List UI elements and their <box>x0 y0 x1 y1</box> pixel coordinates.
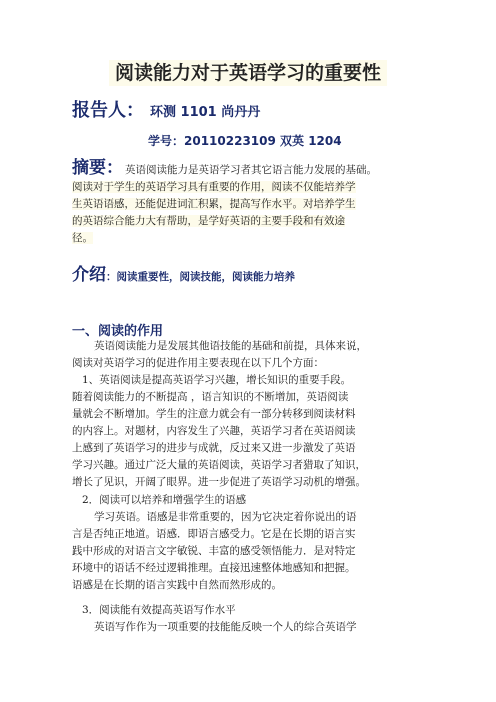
paragraph-line: 上感到了英语学习的进步与成就，反过来又进一步激发了英语 <box>72 442 356 454</box>
paragraph-line: 随着阅读能力的不断提高 ，语言知识的不断增加，英语阅读 <box>72 391 349 403</box>
paragraph-line: 1、英语阅读是提高英语学习兴趣，增长知识的重要手段。 <box>82 374 352 386</box>
paragraph-line: 践中形成的对语言文字敏锐、丰富的感受领悟能力．是对特定 <box>72 545 356 557</box>
paragraph-line: 3．阅读能有效提高英语写作水平 <box>82 604 236 616</box>
paragraph-line: 量就会不断增加。学生的注意力就会有一部分转移到阅读材料 <box>72 408 356 420</box>
paragraph-line: 学习英语。语感是非常重要的，因为它决定着你说出的语 <box>94 511 357 523</box>
reporter-value: 环测 1101 尚丹丹 <box>150 105 261 120</box>
reporter-line <box>72 96 260 122</box>
paragraph-line: 英语写作作为一项重要的技能能反映一个人的综合英语学 <box>94 621 357 633</box>
paragraph-line: 的内容上。对题材，内容发生了兴趣，英语学习者在英语阅读 <box>72 425 356 437</box>
paragraph-line: 2．阅读可以培养和增强学生的语感 <box>82 494 247 506</box>
section-heading: 一、阅读的作用 <box>72 324 164 339</box>
abstract-line: 的英语综合能力大有帮助，是学好英语的主要手段和有效途 <box>72 215 345 227</box>
section3-body <box>72 602 448 636</box>
section2-body <box>72 492 448 594</box>
intro-label: 介绍 <box>72 265 106 285</box>
paragraph-line: 阅读对英语学习的促进作用主要表现在以下几个方面： <box>72 357 324 369</box>
abstract-line: 径。 <box>72 232 93 244</box>
paragraph-line: 环境中的语话不经过逻辑推理。直接迅速整体地感知和把握。 <box>72 562 356 574</box>
paragraph-line: 言是否纯正地道。语感．即语言感受力。它是在长期的语言实 <box>72 528 356 540</box>
abstract-label: 摘要： <box>72 158 123 178</box>
paragraph-line: 学习兴趣。通过广泛大量的英语阅读，英语学习者猎取了知识， <box>72 459 366 471</box>
paragraph-line: 语感是在长期的语言实践中自然而然形成的。 <box>72 579 282 591</box>
abstract-line: 英语阅读能力是英语学习者其它语言能力发展的基础。 <box>125 164 377 176</box>
student-number: 学号：20110223109 双英 1204 <box>148 134 342 148</box>
abstract-line: 阅读对于学生的英语学习具有重要的作用，阅读不仅能培养学 <box>72 181 356 193</box>
abstract-line: 生英语语感，还能促进词汇积累，提高写作水平。对培养学生 <box>72 198 356 210</box>
abstract <box>72 160 432 247</box>
paragraph-line: 英语阅读能力是发展其他语技能的基础和前提，具体来说， <box>94 340 367 352</box>
paragraph-line: 增长了见识，开阔了眼界。进一步促进了英语学习动机的增强。 <box>72 476 366 488</box>
document-title: 阅读能力对于英语学习的重要性 <box>0 58 496 85</box>
intro-keywords: ：阅读重要性，阅读技能，阅读能力培养 <box>106 271 295 283</box>
section1-body <box>72 338 448 491</box>
reporter-label: 报告人： <box>72 100 144 121</box>
intro-line <box>72 260 295 285</box>
